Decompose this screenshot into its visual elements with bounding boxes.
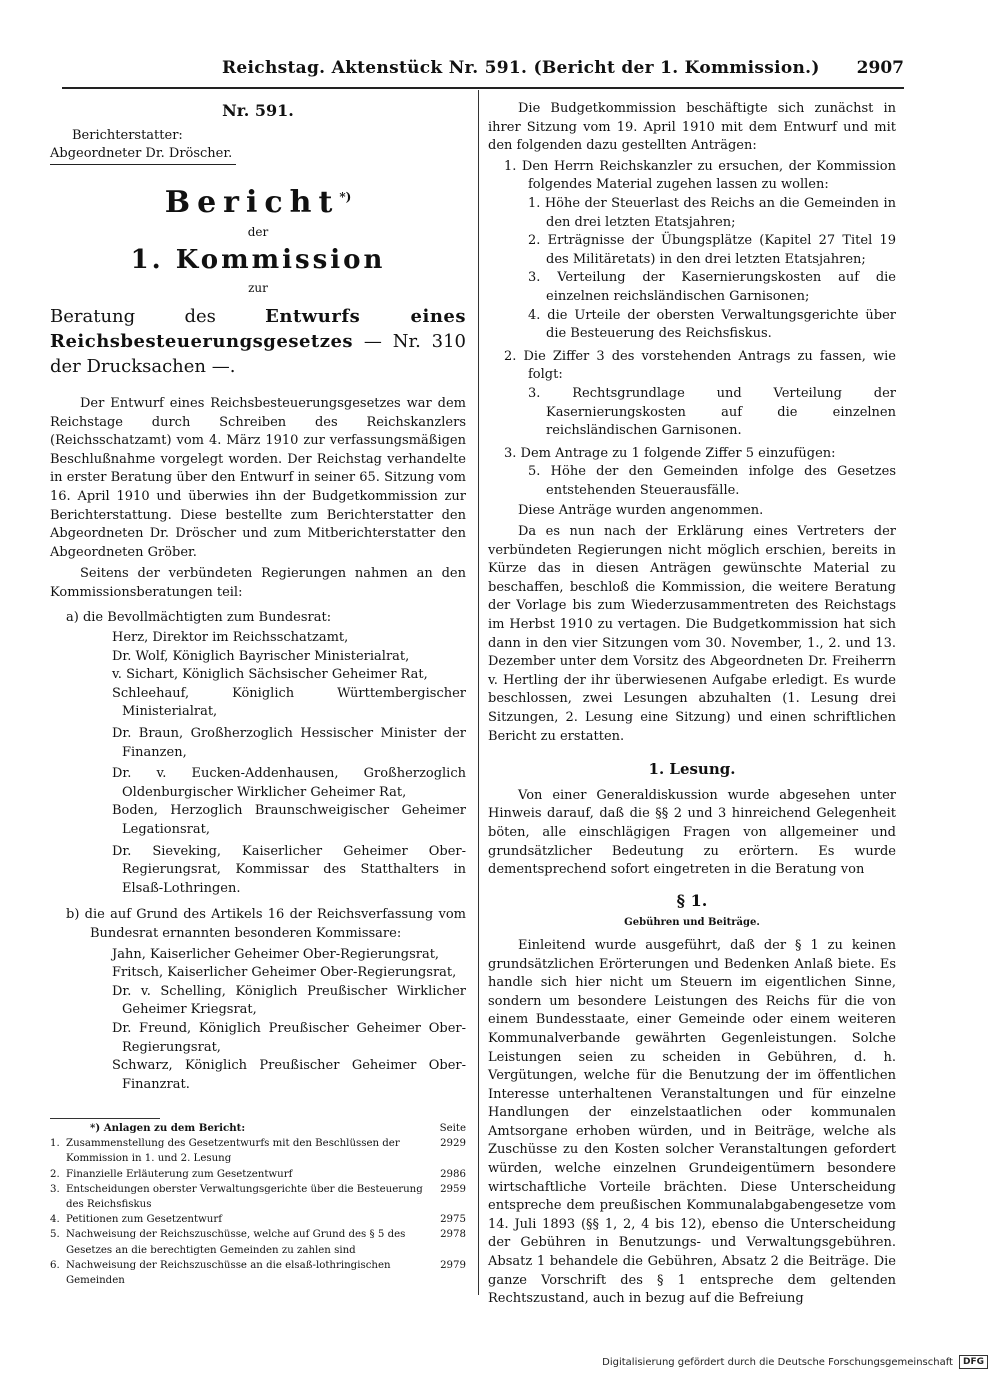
footnote-item xyxy=(50,1136,466,1166)
footnote-heading: *) Anlagen zu dem Bericht: xyxy=(90,1122,246,1134)
participants-intro: Seitens der verbündeten Regierungen nahmen an den Kommissionsberatungen teil: xyxy=(50,566,466,600)
list-item: 3. Verteilung der Kasernierungskosten auf die einzelnen reichsländischen Garnisonen; xyxy=(528,270,896,304)
commission-title: 1. Kommission xyxy=(130,245,386,276)
reporter-block xyxy=(50,127,466,165)
subject-suffix: — Nr. 310 der Drucksachen —. xyxy=(50,330,466,377)
footnote-item-page: 2929 xyxy=(440,1138,466,1150)
footnote-item-page: 2959 xyxy=(440,1183,466,1195)
page-header xyxy=(62,58,904,84)
header-rule xyxy=(62,87,904,89)
list-item: Dr. v. Schelling, Königlich Preußischer Wirklicher Geheimer Kriegsrat, xyxy=(112,983,466,1018)
paragraph: Einleitend wurde ausgeführt, daß der § 1 zu keinen grundsätzlichen Erörterungen und Bedenken Anlaß biete. Es handle sich hier nicht um Steuern im eigentlichen Sinne, sondern um besondere Leistungen des Reichs für die von einem Bundesstaate, einer Gemeinde oder einem weiteren Kommunalverbande gewährten Gegenleistungen. Solche Leistungen seien zu scheiden in Gebühren, d. h. Vergütungen, welche für die Benutzung der im öffentlichen Interesse unterhaltenen Veranstaltungen und für einzelne Handlungen der einzelstaatlichen oder kommunalen Amtsorgane erhoben würden, und in Beiträge, welche als Zuschüsse zu den Kosten solcher Veranstaltungen gefordert würden, welche einzelnen Grundeigentümern besondere wirtschaftliche Vorteile brächten. Diese Unterscheidung entspreche dem preußischen Kommunalabgabengesetze vom 14. Juli 1893 (§§ 1, 2, 4 bis 12), ebenso die Unterscheidung der Gebühren in Benutzungs- und Verwaltungsgebühren. Absatz 1 behandele die Gebühren, Absatz 2 die Beiträge. Die ganze Vorschrift des § 1 entspreche dem geltenden Rechtszustand, auch in bezug auf die Befreiung xyxy=(488,937,896,1307)
list-item: Dr. Braun, Großherzoglich Hessischer Minister der Finanzen, xyxy=(112,726,466,760)
running-title: Reichstag. Aktenstück Nr. 591. (Bericht der 1. Kommission.) xyxy=(222,58,820,78)
title-der: der xyxy=(247,224,269,239)
footnote-seite: Seite xyxy=(439,1123,466,1134)
footnote-item xyxy=(50,1258,466,1288)
reporter-label: Berichterstatter: xyxy=(72,127,183,143)
column-divider xyxy=(478,90,479,1295)
subject-prefix: Beratung des xyxy=(50,305,266,327)
list-item: Schleehauf, Königlich Württembergischer Ministerialrat, xyxy=(112,685,466,720)
footnote-item-number: 1. xyxy=(50,1138,60,1150)
footnote-item-text: Entscheidungen oberster Verwaltungsgerichte über die Besteuerung des Reichsfiskus xyxy=(66,1183,423,1211)
footnote-appendix xyxy=(50,1118,466,1288)
list-item: v. Sichart, Königlich Sächsischer Geheimer Rat, xyxy=(112,667,428,683)
motion-3: 3. Dem Antrage zu 1 folgende Ziffer 5 einzufügen: xyxy=(504,445,836,461)
footnote-item-text: Nachweisung der Reichszuschüsse, welche auf Grund des § 5 des Gesetzes an die berechtigten Gemeinden zu zahlen sind xyxy=(66,1229,406,1256)
list-item: Boden, Herzoglich Braunschweigischer Geheimer Legationsrat, xyxy=(112,803,466,838)
footnote-item xyxy=(50,1182,466,1212)
footnote-item-page: 2986 xyxy=(440,1168,466,1180)
report-title xyxy=(50,179,466,221)
paragraph: Da es nun nach der Erklärung eines Vertreters der verbündeten Regierungen nicht möglich erschien, bereits in Kürze das in diesen Anträgen gewünschte Material zu beschaffen, beschloß die Kommission, die weitere Beratung der Vorlage bis zum Wiederzusammentreten des Reichstags im Herbst 1910 zu vertagen. Die Budgetkommission hat sich dann in den vier Sitzungen vom 30. November, 1., 2. und 13. Dezember unter dem Vorsitz des Abgeordneten Dr. Freiherrn v. Hertling der ihr überwiesenen Aufgabe erledigt. Es wurde beschlossen, zwei Lesungen abzuhalten (1. Lesung drei Sitzungen, 2. Lesung eine Sitzung) und einen schriftlichen Bericht zu erstatten. xyxy=(488,524,896,744)
list-item: 5. Höhe der den Gemeinden infolge des Gesetzes entstehenden Steuerausfälle. xyxy=(528,464,896,498)
list-item: Dr. Sieveking, Kaiserlicher Geheimer Ober-Regierungsrat, Kommissar des Statthalters in Elsaß-Lothringen. xyxy=(112,843,466,896)
footnote-item-text: Zusammenstellung des Gesetzentwurfs mit den Beschlüssen der Kommission in 1. und 2. Lesung xyxy=(66,1138,400,1165)
digitization-credit xyxy=(602,1355,988,1369)
list-b-label: b) die auf Grund des Artikels 16 der Reichsverfassung vom Bundesrat ernannten besonderen Kommissare: xyxy=(66,907,466,941)
footnote-item-number: 6. xyxy=(50,1259,60,1271)
footnote-item xyxy=(50,1212,466,1227)
footnote-mark: *) xyxy=(339,189,352,204)
list-item: Herz, Direktor im Reichsschatzamt, xyxy=(112,630,349,646)
list-b xyxy=(50,946,466,1095)
paragraph: Von einer Generaldiskussion wurde abgesehen unter Hinweis darauf, daß die §§ 2 und 3 hinreichend Gelegenheit böten, alle einschlägigen Fragen von allgemeiner und grundsätzlicher Bedeutung zu erörtern. Es wurde dementsprechend sofort eingetreten in die Beratung von xyxy=(488,787,896,878)
footnote-item-page: 2979 xyxy=(440,1259,466,1271)
paragraph: Die Budgetkommission beschäftigte sich zunächst in ihrer Sitzung vom 19. April 1910 mit dem Entwurf und mit den folgenden dazu gestellten Anträgen: xyxy=(488,101,896,154)
list-a xyxy=(50,629,466,898)
footnote-item-page: 2978 xyxy=(440,1229,466,1241)
dfg-logo-icon: DFG xyxy=(959,1355,988,1369)
list-item: Jahn, Kaiserlicher Geheimer Ober-Regierungsrat, xyxy=(112,946,440,962)
report-title-text: Bericht xyxy=(164,184,340,220)
motion-1-items xyxy=(488,195,896,344)
list-item: Dr. Freund, Königlich Preußischer Geheimer Ober-Regierungsrat, xyxy=(112,1020,466,1055)
list-item: Fritsch, Kaiserlicher Geheimer Ober-Regierungsrat, xyxy=(112,965,457,981)
page-number: 2907 xyxy=(856,58,904,78)
footnote-item-page: 2975 xyxy=(440,1214,466,1226)
section-heading: 1. Lesung. xyxy=(648,760,736,779)
footnote-item-text: Nachweisung der Reichszuschüsse an die elsaß-lothringischen Gemeinden xyxy=(66,1259,391,1287)
footnote-item-text: Finanzielle Erläuterung zum Gesetzentwurf xyxy=(66,1168,293,1180)
list-item: 4. die Urteile der obersten Verwaltungsgerichte über die Besteuerung des Reichsfiskus. xyxy=(528,307,896,342)
left-column xyxy=(50,100,466,1094)
title-zur: zur xyxy=(248,281,268,296)
credit-text: Digitalisierung gefördert durch die Deutsche Forschungsgemeinschaft xyxy=(602,1356,953,1368)
motion-1: 1. Den Herrn Reichskanzler zu ersuchen, der Kommission folgendes Material zugehen lassen zu wollen: xyxy=(504,158,896,193)
footnote-item-number: 5. xyxy=(50,1229,60,1241)
paragraph-sign: § 1. xyxy=(676,890,708,910)
list-item: Schwarz, Königlich Preußischer Geheimer Ober-Finanzrat. xyxy=(112,1058,466,1092)
footnote-item-number: 4. xyxy=(50,1214,60,1226)
footnote-item-text: Petitionen zum Gesetzentwurf xyxy=(66,1214,222,1226)
footnote-header xyxy=(50,1121,466,1136)
intro-paragraph: Der Entwurf eines Reichsbesteuerungsgesetzes war dem Reichstage durch Schreiben des Reichskanzlers (Reichsschatzamt) vom 4. März 1910 zur verfassungsmäßigen Beschlußnahme vorgelegt worden. Der Reichstag verhandelte in erster Beratung über den Entwurf in seiner 65. Sitzung vom 16. April 1910 und überwies ihn der Budgetkommission zur Berichterstattung. Diese bestellte zum Berichterstatter den Abgeordneten Dr. Dröscher und zum Mitberichterstatter den Abgeordneten Gröber. xyxy=(50,395,466,560)
right-column xyxy=(488,100,896,1309)
footnote-item-number: 2. xyxy=(50,1168,60,1180)
subject-bill: Entwurfs eines Reichsbesteuerungsgesetzes xyxy=(50,305,466,352)
reporter-name: Abgeordneter Dr. Dröscher. xyxy=(50,145,236,165)
list-item: 1. Höhe der Steuerlast des Reichs an die Gemeinden in den drei letzten Etatsjahren; xyxy=(528,195,896,230)
list-a-label: a) die Bevollmächtigten zum Bundesrat: xyxy=(66,609,332,625)
footnote-rule xyxy=(50,1118,160,1119)
subject-title xyxy=(50,304,466,379)
list-item: Dr. Wolf, Königlich Bayrischer Ministerialrat, xyxy=(112,648,410,664)
motion-2: 2. Die Ziffer 3 des vorstehenden Antrags zu fassen, wie folgt: xyxy=(504,348,896,383)
list-item: Dr. v. Eucken-Addenhausen, Großherzoglich Oldenburgischer Wirklicher Geheimer Rat, xyxy=(112,766,466,800)
footnote-item xyxy=(50,1227,466,1257)
footnote-item-number: 3. xyxy=(50,1183,60,1195)
list-item: 2. Erträgnisse der Übungsplätze (Kapitel 27 Titel 19 des Militäretats) in den drei letzten Etatsjahren; xyxy=(528,233,896,267)
paragraph-subtitle: Gebühren und Beiträge. xyxy=(624,917,760,929)
document-number: Nr. 591. xyxy=(222,101,294,120)
footnote-item xyxy=(50,1167,466,1182)
motions-accepted: Diese Anträge wurden angenommen. xyxy=(518,503,764,519)
list-item: 3. Rechtsgrundlage und Verteilung der Kasernierungskosten auf die einzelnen reichsländischen Garnisonen. xyxy=(528,385,896,439)
